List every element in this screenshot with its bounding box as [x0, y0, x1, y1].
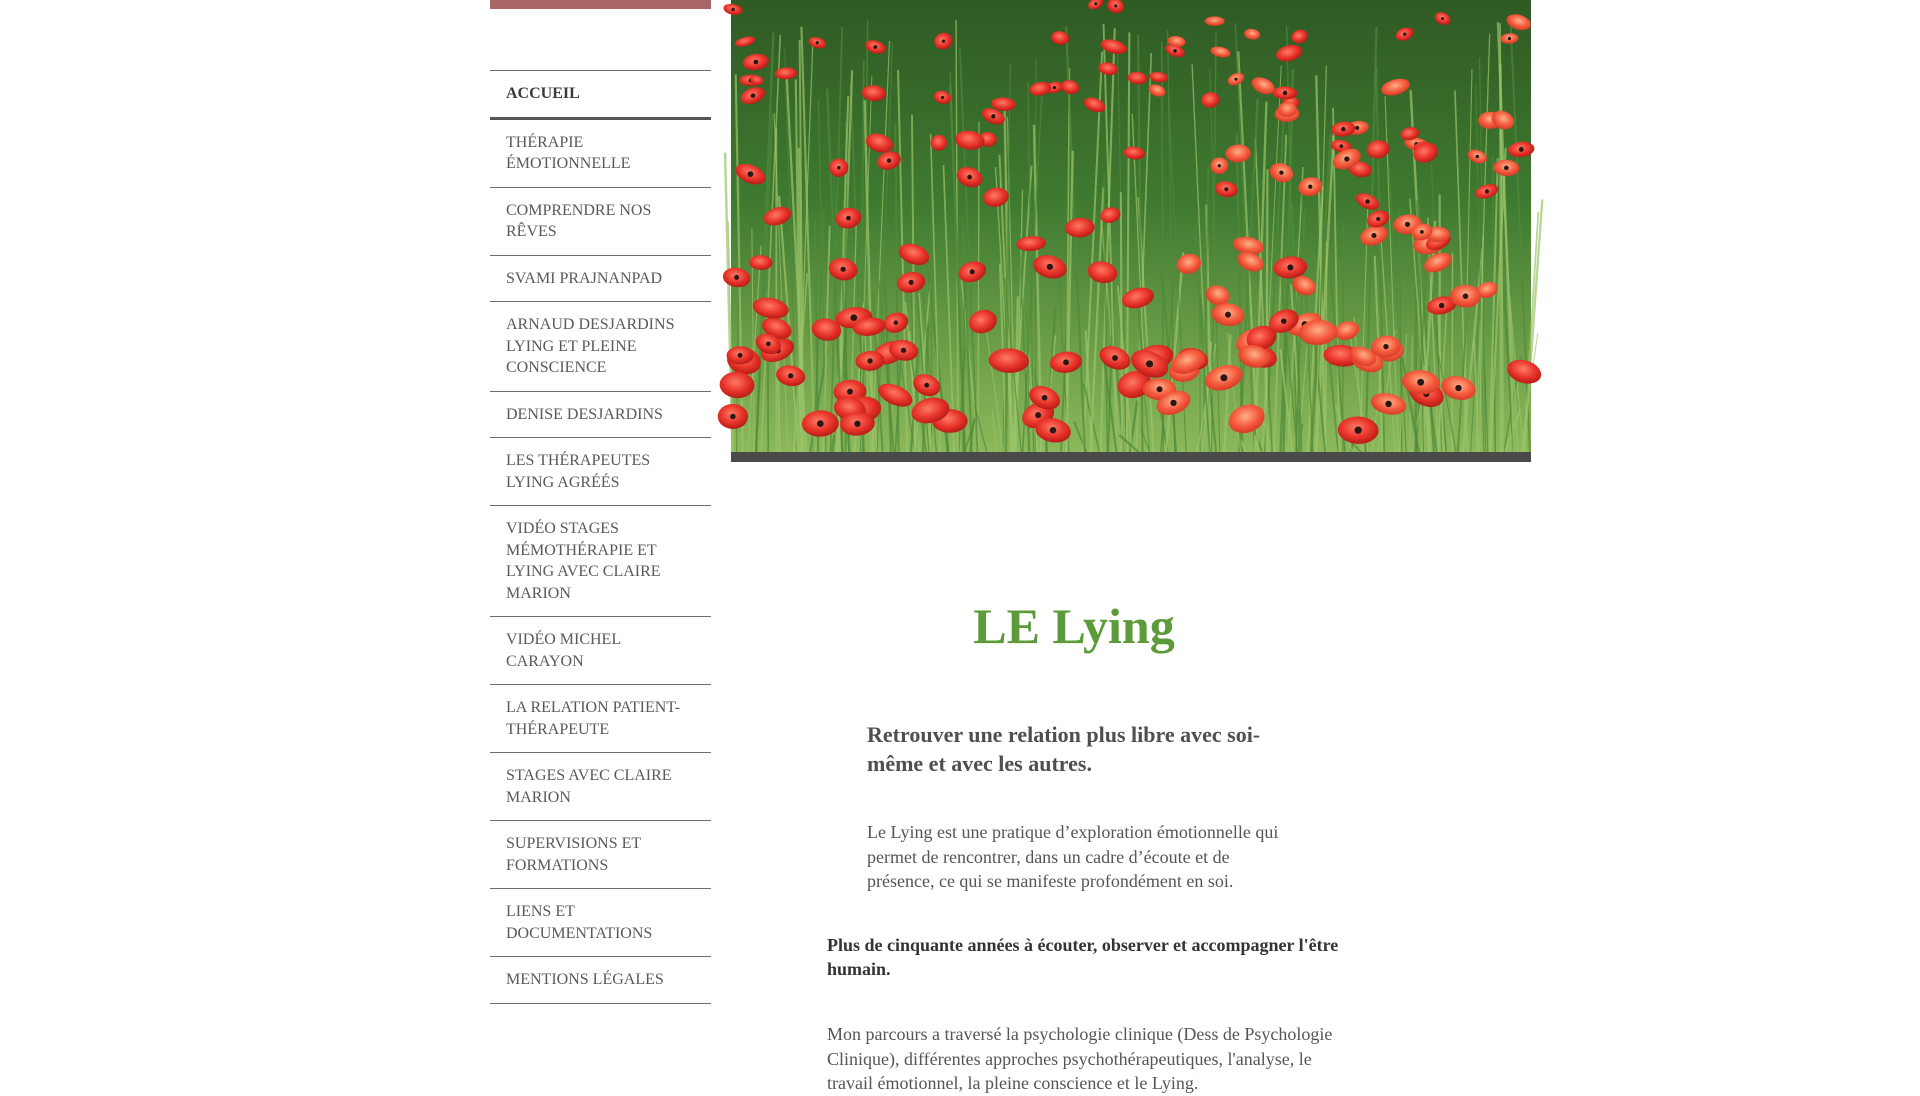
page-title: LE Lying: [860, 596, 1288, 656]
nav-item-video-stages[interactable]: VIDÉO STAGES MÉMOTHÉRAPIE ET LYING AVEC CLAIRE MARION: [490, 506, 711, 617]
poppy-field-image: [731, 0, 1531, 452]
nav-item-accueil[interactable]: ACCUEIL: [490, 71, 711, 120]
intro-heading: Retrouver une relation plus libre avec soi-même et avec les autres.: [867, 721, 1287, 778]
highlight-paragraph: Plus de cinquante années à écouter, observer et accompagner l'être humain.: [827, 933, 1347, 981]
nav-item-comprendre-nos-reves[interactable]: COMPRENDRE NOS RÊVES: [490, 188, 711, 256]
nav-item-video-michel-carayon[interactable]: VIDÉO MICHEL CARAYON: [490, 617, 711, 685]
nav-item-arnaud-desjardins[interactable]: ARNAUD DESJARDINS LYING ET PLEINE CONSCIENCE: [490, 302, 711, 392]
nav-item-denise-desjardins[interactable]: DENISE DESJARDINS: [490, 392, 711, 439]
top-accent-bar: [490, 0, 711, 9]
nav-item-therapeutes-lying[interactable]: LES THÉRAPEUTES LYING AGRÉÉS: [490, 438, 711, 506]
main-navigation: [490, 70, 711, 1004]
hero-image: [731, 0, 1531, 452]
nav-item-liens-documentations[interactable]: LIENS ET DOCUMENTATIONS: [490, 889, 711, 957]
nav-item-mentions-legales[interactable]: MENTIONS LÉGALES: [490, 957, 711, 1004]
intro-paragraph: Le Lying est une pratique d’exploration émotionnelle qui permet de rencontrer, dans un cadre d’écoute et de présence, ce qui se manifeste profondément en soi.: [867, 820, 1287, 894]
nav-item-supervisions[interactable]: SUPERVISIONS ET FORMATIONS: [490, 821, 711, 889]
nav-item-stages-claire-marion[interactable]: STAGES AVEC CLAIRE MARION: [490, 753, 711, 821]
nav-item-svami-prajnanpad[interactable]: SVAMI PRAJNANPAD: [490, 256, 711, 303]
body-paragraph: Mon parcours a traversé la psychologie clinique (Dess de Psychologie Clinique), différentes approches psychothérapeutiques, l'analyse, le travail émotionnel, la pleine conscience et le Lying.: [827, 1022, 1347, 1096]
nav-item-relation-patient[interactable]: LA RELATION PATIENT-THÉRAPEUTE: [490, 685, 711, 753]
nav-item-therapie-emotionnelle[interactable]: THÉRAPIE ÉMOTIONNELLE: [490, 120, 711, 188]
hero-bottom-bar: [731, 452, 1531, 462]
